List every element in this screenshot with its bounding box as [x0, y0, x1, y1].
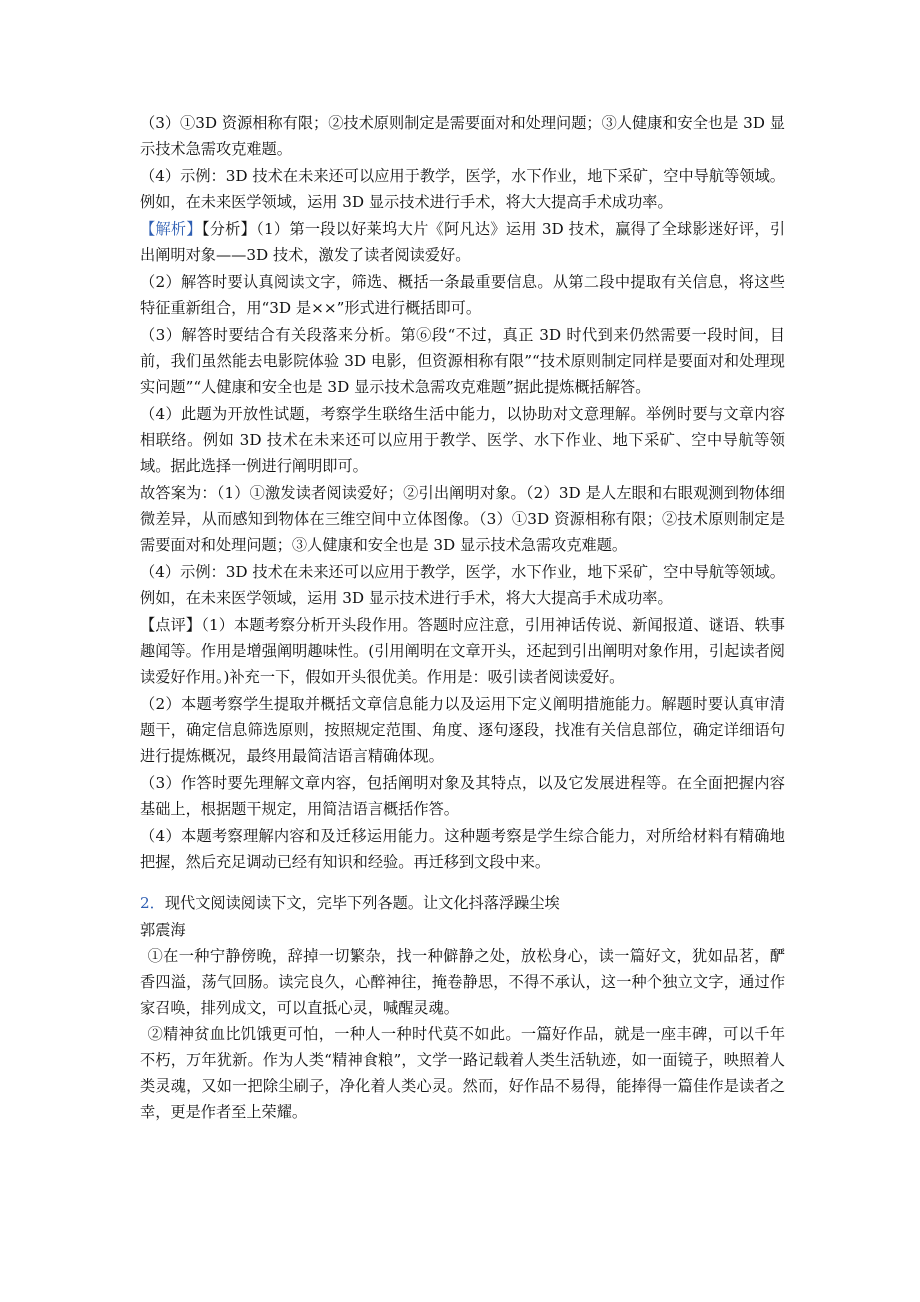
- comment-4: （4）本题考察理解内容和及迁移运用能力。这种题考察是学生综合能力，对所给材料有精确地把握，然后充足调动已经有知识和经验。再迁移到文段中来。: [140, 827, 785, 871]
- question-2-heading: [140, 890, 785, 916]
- analysis-paragraph-2: （2）解答时要认真阅读文字，筛选、概括一条最重要信息。从第二段中提取有关信息，将这些特征重新组合，用“3D 是××”形式进行概括即可。: [140, 273, 785, 317]
- analysis-paragraph-4: （4）此题为开放性试题，考察学生联络生活中能力，以协助对文意理解。举例时要与文章内容相联络。例如 3D 技术在未来还可以应用于教学、医学、水下作业、地下采矿、空中导航等领域。据此选择一例进行阐明即可。: [140, 405, 785, 475]
- answer-4: （4）示例：3D 技术在未来还可以应用于教学，医学，水下作业，地下采矿，空中导航等领域。例如，在未来医学领域，运用 3D 显示技术进行手术，将大大提高手术成功率。: [140, 167, 785, 211]
- comment-1: 【点评】（1）本题考察分析开头段作用。答题时应注意，引用神话传说、新闻报道、谜语、轶事趣闻等。作用是增强阐明趣味性。(引用阐明在文章开头，还起到引出阐明对象作用，引起读者阅读爱好作用。)补充一下，假如开头很优美。作用是：吸引读者阅读爱好。: [140, 616, 785, 686]
- article-author: 郭震海: [140, 921, 186, 939]
- analysis-text-1: 【分析】（1）第一段以好莱坞大片《阿凡达》运用 3D 技术，赢得了全球影迷好评，引出阐明对象——3D 技术，激发了读者阅读爱好。: [140, 220, 785, 264]
- comment-2: （2）本题考察学生提取并概括文章信息能力以及运用下定义阐明措施能力。解题时要认真审清题干，确定信息筛选原则，按照规定范围、角度、逐句逐段，找准有关信息部位，确定详细语句进行提炼概况，最终用最简洁语言精确体现。: [140, 695, 785, 765]
- analysis-paragraph-3: （3）解答时要结合有关段落来分析。第⑥段“不过，真正 3D 时代到来仍然需要一段时间，目前，我们虽然能去电影院体验 3D 电影，但资源相称有限”“技术原则制定同样是要面对和处理现实问题”“人健康和安全也是 3D 显示技术急需攻克难题”据此提炼概括解答。: [140, 326, 785, 396]
- final-answer-4: （4）示例：3D 技术在未来还可以应用于教学，医学，水下作业，地下采矿，空中导航等领域。例如，在未来医学领域，运用 3D 显示技术进行手术，将大大提高手术成功率。: [140, 563, 785, 607]
- comment-3: （3）作答时要先理解文章内容，包括阐明对象及其特点，以及它发展进程等。在全面把握内容基础上，根据题干规定，用简洁语言概括作答。: [140, 774, 785, 818]
- document-page: [140, 110, 785, 1125]
- section-gap: [140, 876, 785, 890]
- analysis-paragraph-1: [140, 216, 785, 268]
- question-title: 现代文阅读阅读下文，完毕下列各题。让文化抖落浮躁尘埃: [164, 894, 560, 912]
- analysis-label: 【解析】: [140, 220, 202, 238]
- question-number: 2．: [140, 894, 165, 912]
- final-answer: 故答案为：（1）①激发读者阅读爱好；②引出阐明对象。（2）3D 是人左眼和右眼观测到物体细微差异，从而感知到物体在三维空间中立体图像。（3）①3D 资源相称有限；②技术原则制定是需要面对和处理问题；③人健康和安全也是 3D 显示技术急需攻克难题。: [140, 484, 785, 554]
- article-paragraph-2: ②精神贫血比饥饿更可怕，一种人一种时代莫不如此。一篇好作品，就是一座丰碑，可以千年不朽，万年犹新。作为人类“精神食粮”，文学一路记载着人类生活轨迹，如一面镜子，映照着人类灵魂，又如一把除尘刷子，净化着人类心灵。然而，好作品不易得，能捧得一篇佳作是读者之幸，更是作者至上荣耀。: [140, 1025, 785, 1121]
- answer-3: （3）①3D 资源相称有限；②技术原则制定是需要面对和处理问题；③人健康和安全也是 3D 显示技术急需攻克难题。: [140, 114, 785, 158]
- article-paragraph-1: ①在一种宁静傍晚，辞掉一切繁杂，找一种僻静之处，放松身心，读一篇好文，犹如品茗，酽香四溢，荡气回肠。读完良久，心醉神往，掩卷静思，不得不承认，这一种个独立文字，通过作家召唤，排列成文，可以直抵心灵，喊醒灵魂。: [140, 947, 785, 1017]
